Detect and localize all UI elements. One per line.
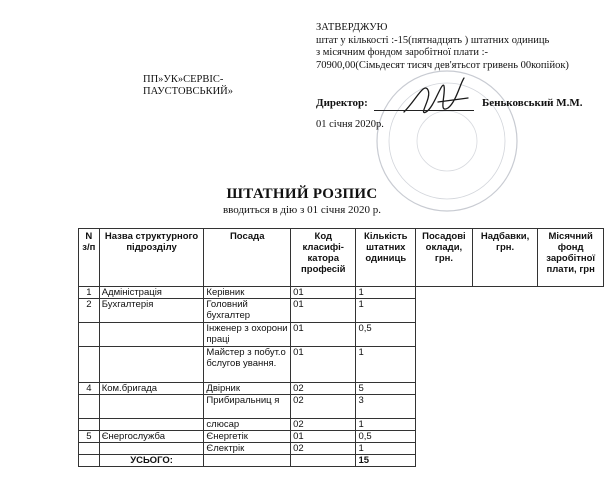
cell-number (79, 395, 100, 419)
table-row (79, 323, 604, 347)
cell-count: 5 (356, 383, 416, 395)
cell-count: 0,5 (356, 431, 416, 443)
cell-number (79, 347, 100, 383)
cell-count: 3 (356, 395, 416, 419)
cell-empty (416, 323, 604, 347)
cell-position: Майстер з побут.обслугов ування. (204, 347, 291, 383)
cell-number: 4 (79, 383, 100, 395)
cell-position: Єнергетік (204, 431, 291, 443)
approval-date: 01 січня 2020р. (316, 119, 384, 130)
cell-code: 02 (291, 395, 356, 419)
cell-number: 2 (79, 299, 100, 323)
table-row (79, 443, 604, 455)
document-subtitle: вводиться в дію з 01 січня 2020 р. (222, 204, 382, 216)
cell-department (99, 443, 204, 455)
cell-position (204, 455, 291, 467)
director-label: Директор: (316, 97, 368, 109)
cell-position: Двірник (204, 383, 291, 395)
table-row (79, 431, 604, 443)
cell-department (99, 347, 204, 383)
cell-number: 1 (79, 287, 100, 299)
cell-position: слюсар (204, 419, 291, 431)
cell-department (99, 419, 204, 431)
cell-position: Єлектрік (204, 443, 291, 455)
director-name: Беньковський М.М. (482, 97, 583, 109)
table-row (79, 419, 604, 431)
organization-name-line2: ПАУСТОВСЬКИЙ» (143, 86, 233, 97)
table-total-row (79, 455, 604, 467)
director-signature (398, 72, 478, 132)
cell-empty (416, 347, 604, 383)
table-row (79, 287, 604, 299)
document-title: ШТАТНИЙ РОЗПИС (226, 186, 378, 202)
cell-position: Інженер з охорони праці (204, 323, 291, 347)
cell-empty (416, 419, 604, 431)
approval-block (316, 22, 569, 72)
col-header-salary: Посадові оклади, грн. (416, 229, 473, 287)
organization-name (143, 74, 233, 98)
table-row (79, 347, 604, 383)
table-row (79, 299, 604, 323)
cell-code (291, 455, 356, 467)
cell-code: 01 (291, 323, 356, 347)
staff-table (78, 228, 604, 467)
cell-empty (416, 431, 604, 443)
signature-line (374, 110, 474, 111)
cell-empty (416, 383, 604, 395)
cell-department: Єнергослужба (99, 431, 204, 443)
cell-empty (416, 299, 604, 323)
cell-code: 02 (291, 419, 356, 431)
cell-code: 01 (291, 299, 356, 323)
col-header-number: N з/п (79, 229, 100, 287)
col-header-position: Посада (204, 229, 291, 287)
cell-code: 02 (291, 443, 356, 455)
col-header-department: Назва структурного підрозділу (99, 229, 204, 287)
organization-name-line1: ПП»УК»СЕРВІС- (143, 74, 224, 85)
approval-fund-amount: 70900,00(Сімьдесят тисяч дев'ятьсот гривень 00копійок) (316, 59, 569, 71)
cell-count: 1 (356, 299, 416, 323)
cell-department: Ком.бригада (99, 383, 204, 395)
cell-empty (416, 443, 604, 455)
cell-count: 1 (356, 347, 416, 383)
cell-department (99, 323, 204, 347)
cell-position: Керівник (204, 287, 291, 299)
cell-code: 01 (291, 431, 356, 443)
cell-position: Головний бухгалтер (204, 299, 291, 323)
table-header-row (79, 229, 604, 287)
col-header-bonus: Надбавки, грн. (472, 229, 538, 287)
cell-number (79, 455, 100, 467)
approval-fund-line: з місячним фондом заробітної плати :- (316, 47, 489, 58)
cell-number: 5 (79, 431, 100, 443)
cell-count: 1 (356, 287, 416, 299)
cell-count: 1 (356, 419, 416, 431)
total-label: УСЬОГО: (99, 455, 204, 467)
table-row (79, 383, 604, 395)
total-value: 15 (356, 455, 416, 467)
col-header-monthly-fund: Місячний фонд заробітної плати, грн (538, 229, 604, 287)
cell-code: 02 (291, 383, 356, 395)
table-row (79, 395, 604, 419)
col-header-count: Кількість штатних одиниць (356, 229, 416, 287)
cell-number (79, 443, 100, 455)
cell-empty (416, 287, 604, 299)
cell-position: Прибиральниц я (204, 395, 291, 419)
cell-empty (416, 455, 604, 467)
cell-empty (416, 395, 604, 419)
cell-number (79, 419, 100, 431)
cell-code: 01 (291, 287, 356, 299)
cell-department: Адміністрація (99, 287, 204, 299)
approval-staff-count: штат у кількості :-15(пятнадцять ) штатних одиниць (316, 34, 550, 46)
cell-count: 1 (356, 443, 416, 455)
col-header-code: Код класифі-катора професій (291, 229, 356, 287)
cell-code: 01 (291, 347, 356, 383)
cell-department (99, 395, 204, 419)
cell-department: Бухгалтерія (99, 299, 204, 323)
approval-heading: ЗАТВЕРДЖУЮ (316, 22, 388, 33)
cell-count: 0,5 (356, 323, 416, 347)
cell-number (79, 323, 100, 347)
